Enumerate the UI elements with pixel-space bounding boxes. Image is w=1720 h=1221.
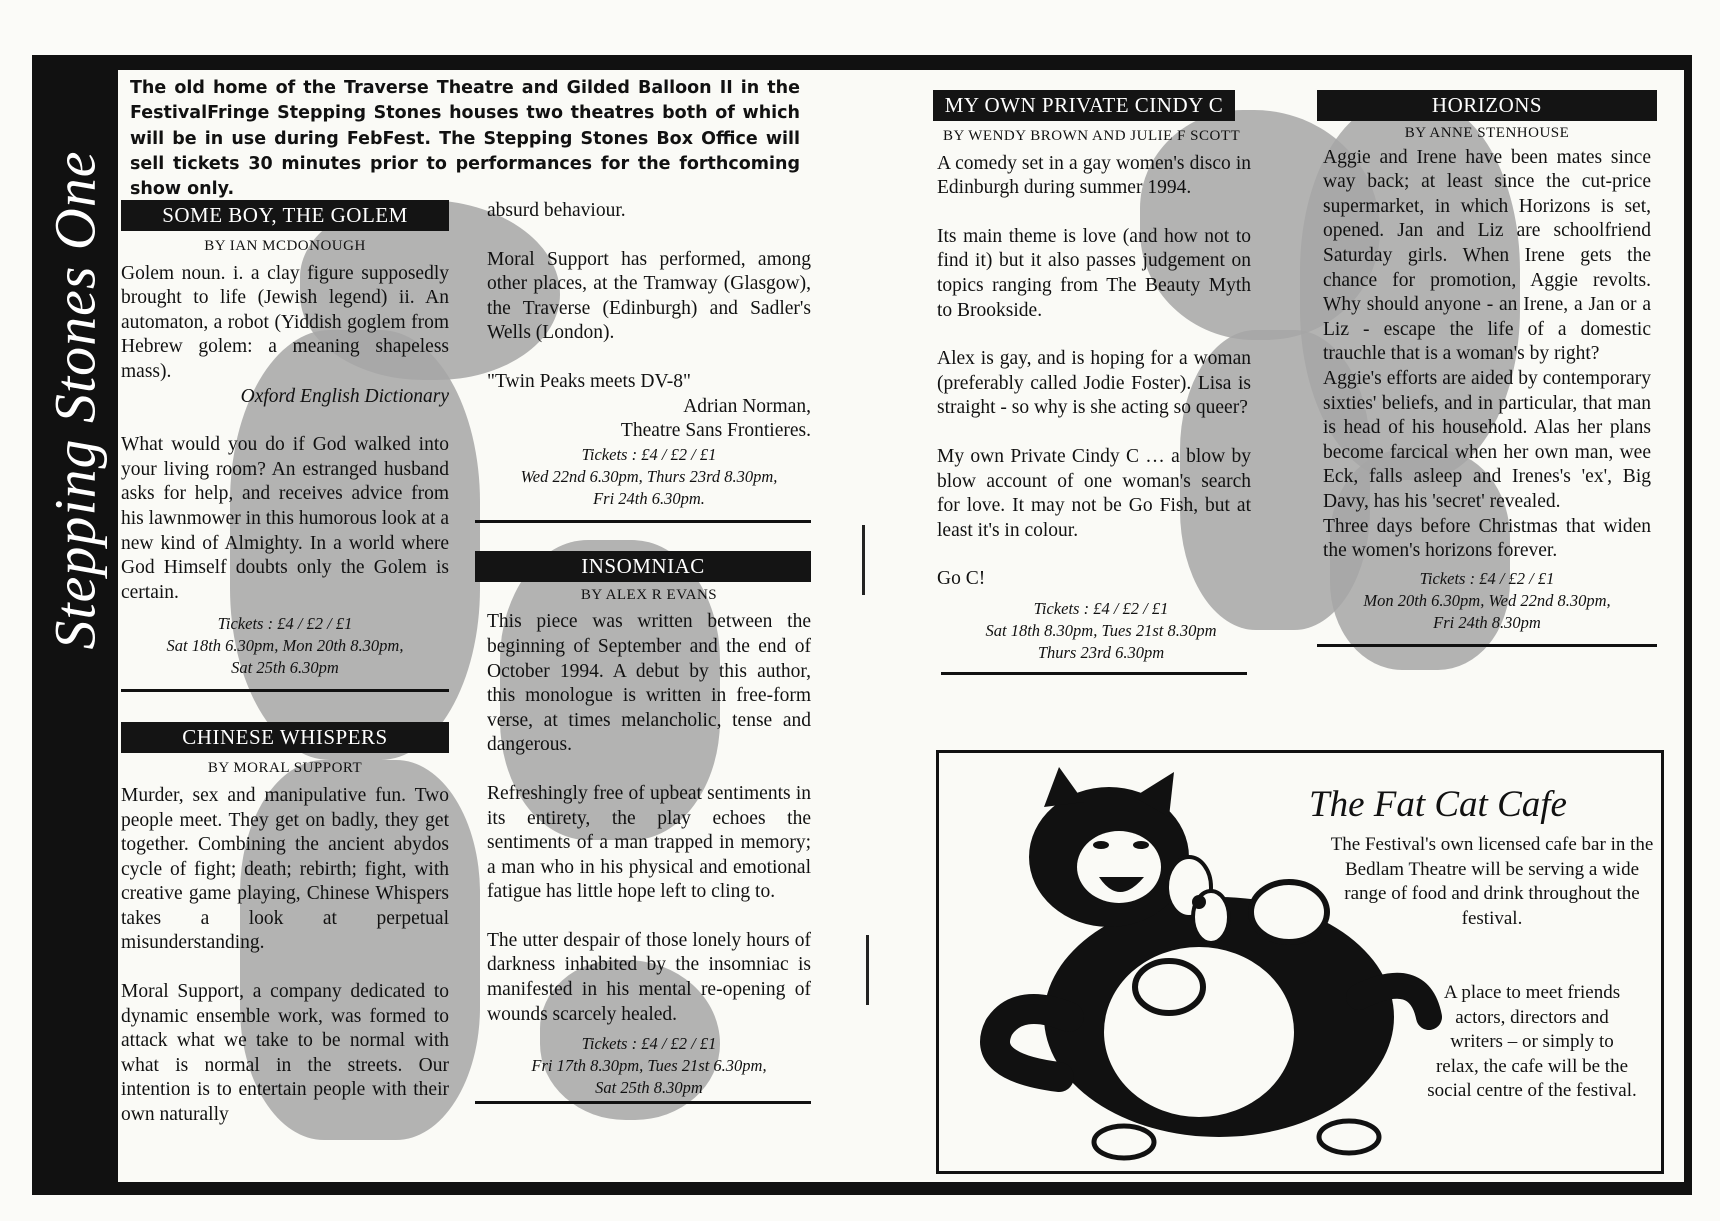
cindy-body: A comedy set in a gay women's disco in Edinburgh during summer 1994. xyxy=(937,152,1251,199)
insomniac-body-2: Refreshingly free of upbeat sentiments in its entirety, the play echoes the sentiments of a man trapped in memory; a man who in his physical and emotional fatigue has little hope left to cling to. xyxy=(487,782,811,903)
column-2 xyxy=(487,199,811,1104)
column-1 xyxy=(121,200,449,1152)
whispers-title: CHINESE WHISPERS xyxy=(121,722,449,753)
cindy-body-5: Go C! xyxy=(937,568,986,590)
cindy-tickets: Tickets : £4 / £2 / £1 xyxy=(1033,598,1169,618)
cat-illustration-icon xyxy=(949,767,1469,1167)
whispers-quote-by: Adrian Norman, xyxy=(683,395,811,417)
golem-tickets: Tickets : £4 / £2 / £1 xyxy=(217,614,353,634)
insomniac-dates: Fri 17th 8.30pm, Tues 21st 6.30pm, xyxy=(531,1056,767,1076)
cindy-dates: Sat 18th 8.30pm, Tues 21st 8.30pm xyxy=(985,620,1217,640)
horizons-body-3: Three days before Christmas that widen the women's horizons forever. xyxy=(1323,515,1651,562)
golem-dates: Sat 18th 6.30pm, Mon 20th 8.30pm, xyxy=(166,636,404,656)
cindy-body-3: Alex is gay, and is hoping for a woman (preferably called Jodie Foster). Lisa is straight - so why is she acting so queer? xyxy=(937,348,1251,419)
cindy-body-4: My own Private Cindy C … a blow by blow account of one woman's search for love. It may not be Go Fish, but at least it's in colour. xyxy=(937,445,1251,541)
cafe-title: The Fat Cat Cafe xyxy=(1309,784,1567,825)
binding-mark xyxy=(862,525,865,595)
horizons-body-2: Aggie's efforts are aided by contemporary sixties' beliefs, and in particular, that man is head of his household. Alas her plans become farcical when her own man, wee Eck, falls asleep and Irenes's 'ex', Big Davy, has his 'secret' revealed. xyxy=(1323,367,1651,512)
golem-body: What would you do if God walked into your living room? An estranged husband asks for help, and receives advice from his lawnmower in this humorous look at a new kind of Almighty. In a world where God Himself doubts only the Golem is certain. xyxy=(121,434,449,603)
whispers-body-2: Moral Support, a company dedicated to dynamic ensemble work, was formed to attack what we take to be normal with what is normal in the streets. Our intention is to entertain people with their own naturally xyxy=(121,981,449,1126)
insomniac-dates-2: Sat 25th 8.30pm xyxy=(595,1078,703,1098)
binding-mark xyxy=(866,935,869,1005)
whispers-body: Murder, sex and manipulative fun. Two people meet. They get on badly, they get together. Combining the ancient abydos cycle of fight; death; rebirth; fight, with creative game playing, Chinese Whispers takes a look at perpetual misunderstanding. xyxy=(121,784,449,954)
cafe-box xyxy=(936,750,1664,1174)
insomniac-byline: BY ALEX R EVANS xyxy=(580,586,718,603)
divider xyxy=(475,1101,811,1104)
horizons-byline: BY ANNE STENHOUSE xyxy=(1404,125,1570,141)
divider xyxy=(475,520,811,523)
spine-title: Stepping Stones One xyxy=(42,150,108,650)
insomniac-tickets: Tickets : £4 / £2 / £1 xyxy=(581,1034,717,1054)
whispers-quote-by-2: Theatre Sans Frontieres. xyxy=(620,420,811,442)
intro-paragraph: The old home of the Traverse Theatre and Gilded Balloon II in the FestivalFringe Stepping Stones houses two theatres both of which will be in use during FebFest. The Stepping Stones Box Office will sell tickets 30 minutes prior to performances for the forthcoming show only. xyxy=(130,78,800,200)
whispers-dates-2: Fri 24th 6.30pm. xyxy=(593,488,705,508)
horizons-title: HORIZONS xyxy=(1317,90,1657,121)
golem-title: SOME BOY, THE GOLEM xyxy=(121,200,449,231)
golem-dates-2: Sat 25th 6.30pm xyxy=(231,658,339,678)
whispers-body-4: Moral Support has performed, among other places, at the Tramway (Glasgow), the Traverse (Edinburgh) and Sadler's Wells (London). xyxy=(487,248,811,344)
column-4 xyxy=(1317,90,1657,647)
column-3 xyxy=(933,90,1269,675)
cindy-byline: BY WENDY BROWN AND JULIE F SCOTT xyxy=(943,128,1241,144)
whispers-tickets: Tickets : £4 / £2 / £1 xyxy=(581,444,717,464)
cindy-title: MY OWN PRIVATE CINDY C xyxy=(933,90,1235,121)
cafe-body: The Festival's own licensed cafe bar in the Bedlam Theatre will be serving a wide range of food and drink throughout the festival. xyxy=(1330,834,1654,929)
horizons-body: Aggie and Irene have been mates since way back; at least since the cut-price supermarket, in which Horizons is set, opened. Jan and Liz are schoolfriend Saturday girls. When Irene gets the chance for promotion, Aggie revolts. Why should anyone - an Irene, a Jan or a Liz - escape the life of a domestic trauchle that is a woman's by right? xyxy=(1323,146,1651,365)
spine-band xyxy=(32,55,118,1195)
insomniac-body-3: The utter despair of those lonely hours of darkness inhabited by the insomniac is manifested in his mental re-opening of wounds scarcely healed. xyxy=(487,929,811,1025)
divider xyxy=(121,689,449,692)
cafe-body-2: A place to meet friends actors, directors and writers – or simply to relax, the cafe will be the social centre of the festival. xyxy=(1427,982,1637,1102)
cindy-dates-2: Thurs 23rd 6.30pm xyxy=(1037,642,1165,662)
cindy-body-2: Its main theme is love (and how not to find it) but it also passes judgement on topics ranging from The Beauty Myth to Brookside. xyxy=(937,225,1251,321)
whispers-dates: Wed 22nd 6.30pm, Thurs 23rd 8.30pm, xyxy=(520,466,778,486)
horizons-dates: Mon 20th 6.30pm, Wed 22nd 8.30pm, xyxy=(1363,590,1611,610)
whispers-quote: "Twin Peaks meets DV-8" xyxy=(487,370,691,392)
divider xyxy=(1317,644,1657,647)
insomniac-body: This piece was written between the beginning of September and the end of October 1994. A debut by this author, this monologue is written in free-form verse, at times melancholic, tense and dangerous. xyxy=(487,611,811,756)
horizons-tickets: Tickets : £4 / £2 / £1 xyxy=(1419,568,1555,588)
whispers-byline: BY MORAL SUPPORT xyxy=(207,760,363,777)
divider xyxy=(941,672,1247,675)
golem-byline: BY IAN MCDONOUGH xyxy=(204,238,366,254)
golem-definition: Golem noun. i. a clay figure supposedly brought to life (Jewish legend) ii. An automaton, a robot (Yiddish goglem from Hebrew golem: a meaning shapeless mass). xyxy=(121,262,449,382)
golem-source: Oxford English Dictionary xyxy=(240,385,449,407)
horizons-dates-2: Fri 24th 8.30pm xyxy=(1433,612,1541,632)
insomniac-title: INSOMNIAC xyxy=(475,551,811,582)
whispers-body-3: absurd behaviour. xyxy=(487,200,626,221)
